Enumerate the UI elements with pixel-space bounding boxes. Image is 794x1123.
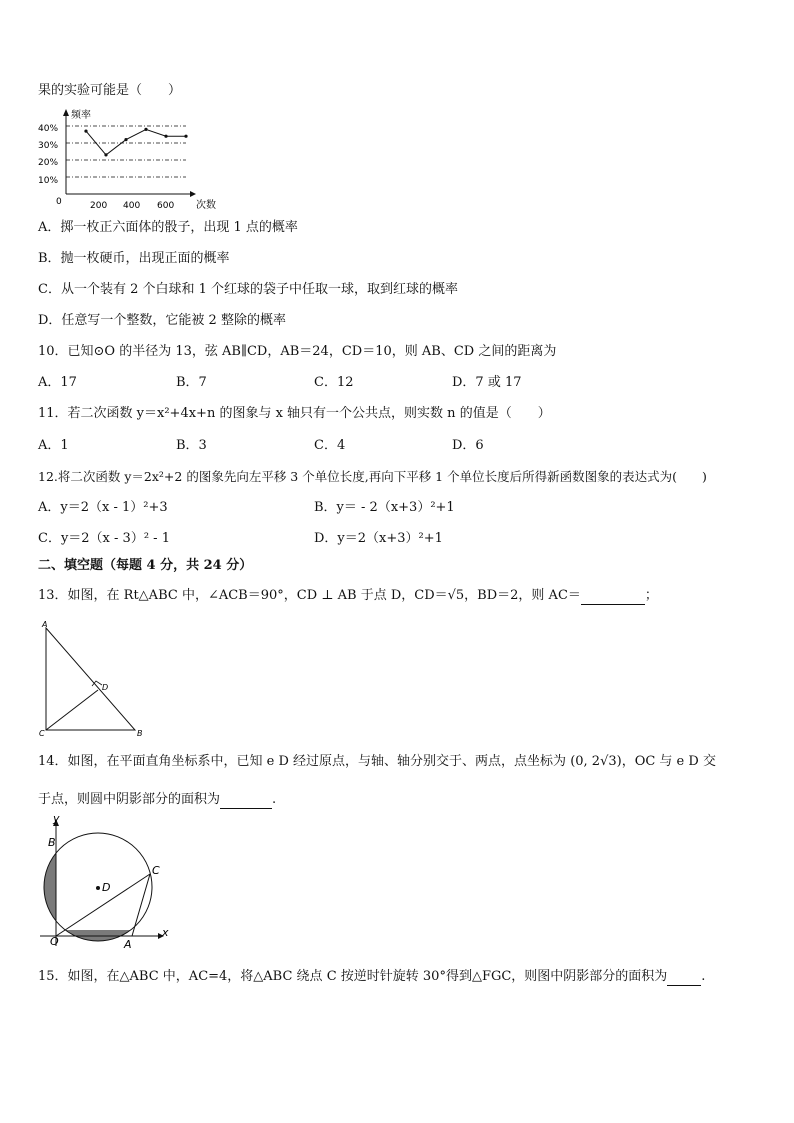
q12-option-a[interactable]: A．y＝2（x - 1）²+3	[38, 500, 168, 515]
q15-stem-line	[38, 968, 705, 986]
q13-triangle-figure	[36, 618, 156, 740]
label-a: A	[124, 938, 132, 951]
q9-option-d[interactable]: D．任意写一个整数，它能被 2 整除的概率	[38, 313, 286, 328]
chart-ylabel: 频率	[71, 110, 91, 121]
q12-option-b[interactable]: B．y＝ - 2（x+3）²+1	[314, 500, 455, 515]
q12-option-c[interactable]: C．y＝2（x - 3）² - 1	[38, 531, 170, 546]
data-point	[164, 135, 167, 138]
label-d: D	[102, 683, 109, 692]
segment-ca	[132, 874, 150, 936]
q14-answer-blank[interactable]	[220, 794, 272, 809]
q9-option-c[interactable]: C．从一个装有 2 个白球和 1 个红球的袋子中任取一球，取到红球的概率	[38, 282, 459, 297]
q10-option-a[interactable]: A．17	[38, 375, 77, 390]
q10-stem: 10．已知⊙O 的半径为 13，弦 AB∥CD，AB＝24，CD＝10，则 AB、CD 之间的距离为	[38, 344, 557, 359]
chart-origin-label: 0	[56, 197, 62, 207]
shaded-region-left	[34, 812, 56, 936]
data-point	[84, 130, 87, 133]
section-heading: 二、填空题（每题 4 分，共 24 分）	[38, 558, 253, 573]
chart-xtick-labels	[90, 201, 174, 210]
q13-end: ；	[644, 588, 658, 603]
q9-option-a[interactable]: A．掷一枚正六面体的骰子，出现 1 点的概率	[38, 220, 298, 235]
q14-circle-figure	[34, 812, 174, 952]
label-o: O	[50, 935, 59, 948]
q15-end: .	[701, 969, 706, 984]
q10-option-c[interactable]: C．12	[314, 375, 354, 390]
label-d: D	[102, 881, 111, 894]
chart-series-line	[84, 128, 187, 157]
q10-option-d[interactable]: D．7 或 17	[452, 375, 522, 390]
chart-gridlines	[66, 126, 186, 177]
q15-stem: 15．如图，在△ABC 中，AC=4，将△ABC 绕点 C 按逆时针旋转 30°得到△FGC，则图中阴影部分的面积为	[38, 969, 668, 984]
q12-stem: 12.将二次函数 y＝2x²+2 的图象先向左平移 3 个单位长度,再向下平移 1 个单位长度后所得新函数图象的表达式为( )	[38, 469, 707, 484]
q11-option-d[interactable]: D．6	[452, 438, 484, 453]
q14-stem-line2	[38, 791, 276, 809]
label-a: A	[42, 620, 48, 629]
q14-stem: 于点，则圆中阴影部分的面积为	[38, 792, 221, 807]
chart-xlabel: 次数	[196, 200, 216, 210]
q13-answer-blank[interactable]	[581, 590, 645, 605]
q9-option-b[interactable]: B．抛一枚硬币，出现正面的概率	[38, 251, 230, 266]
q11-option-c[interactable]: C．4	[314, 438, 346, 453]
q9-stem-tail: 果的实验可能是（ ）	[38, 83, 182, 98]
q14-stem-line1: 14．如图，在平面直角坐标系中，已知 e D 经过原点，与轴、轴分别交于、两点，点坐标为 (0, 2√3)，OC 与 e D 交	[38, 754, 716, 769]
triangle-abc	[46, 628, 135, 730]
xtick-label: 400	[123, 201, 141, 210]
data-point	[124, 138, 127, 141]
data-point	[184, 135, 187, 138]
q13-stem: 13．如图，在 Rt△ABC 中，∠ACB＝90°，CD ⊥ AB 于点 D，CD＝√5，BD＝2，则 AC＝	[38, 588, 581, 603]
ytick-label: 40%	[38, 124, 59, 134]
q11-option-a[interactable]: A．1	[38, 438, 69, 453]
chart-ytick-labels	[38, 124, 58, 186]
label-x: x	[162, 926, 169, 939]
label-b: B	[137, 729, 143, 738]
chart-axes	[63, 109, 196, 197]
q10-option-b[interactable]: B．7	[176, 375, 207, 390]
q9-frequency-chart	[34, 106, 224, 210]
label-b: B	[48, 836, 56, 849]
q14-end: .	[272, 792, 277, 807]
q11-option-b[interactable]: B．3	[176, 438, 207, 453]
shaded-regions	[34, 812, 136, 950]
series-line	[86, 129, 186, 155]
ytick-label: 20%	[38, 158, 59, 168]
data-point	[104, 153, 107, 156]
q11-stem: 11．若二次函数 y＝x²+4x+n 的图象与 x 轴只有一个公共点，则实数 n 的值是（ ）	[38, 406, 551, 421]
q12-option-d[interactable]: D．y＝2（x+3）²+1	[314, 531, 443, 546]
q15-answer-blank[interactable]	[667, 971, 701, 986]
segment-cd	[46, 690, 98, 730]
ytick-label: 30%	[38, 141, 59, 151]
label-y: y	[53, 812, 60, 825]
label-c: C	[39, 729, 45, 738]
xtick-label: 600	[157, 201, 175, 210]
center-point-d	[96, 886, 100, 890]
ytick-label: 10%	[38, 176, 59, 186]
segment-bc	[56, 842, 150, 874]
xtick-label: 200	[90, 201, 108, 210]
data-point	[144, 128, 147, 131]
q13-stem-line	[38, 587, 658, 605]
label-c: C	[152, 864, 160, 877]
